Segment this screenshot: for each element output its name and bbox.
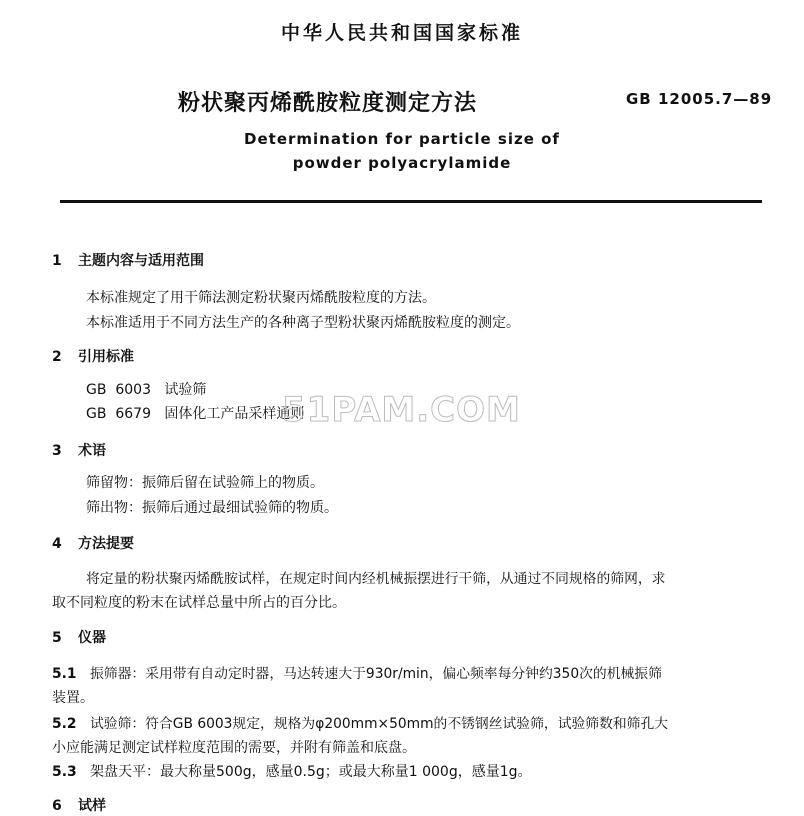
section-title: 引用标准 [78,349,134,365]
instrument-item-5-2 [52,712,668,732]
paragraph: 本标准规定了用干筛法测定粉状聚丙烯酰胺粒度的方法。 [86,290,436,306]
section-number: 1 [52,253,62,269]
document-title-english-line1: Determination for particle size of [244,130,560,148]
watermark-text: 51PAM.COM [282,390,521,430]
section-title: 主题内容与适用范围 [78,253,204,269]
section-title: 仪器 [78,630,106,646]
item-text-continued: 小应能满足测定试样粒度范围的需要，并附有筛盖和底盘。 [52,740,416,756]
reference-item: GB 6679 固体化工产品采样通则 [86,406,305,422]
section-4-heading [52,533,134,553]
paragraph: 筛出物：振筛后通过最细试验筛的物质。 [86,500,338,516]
paragraph: 将定量的粉状聚丙烯酰胺试样，在规定时间内经机械振摆进行干筛，从通过不同规格的筛网，求 [86,571,666,587]
instrument-item-5-3 [52,761,532,781]
reference-item: GB 6003 试验筛 [86,382,207,398]
section-2-heading [52,346,134,366]
title-divider [60,200,762,203]
item-text: 振筛器：采用带有自动定时器，马达转速大于930r/min，偏心频率每分钟约350次的机械振筛 [90,666,662,682]
paragraph: 筛留物：振筛后留在试验筛上的物质。 [86,475,324,491]
section-6-heading [52,795,106,815]
instrument-item-5-1 [52,662,662,682]
section-5-heading [52,627,106,647]
standard-org-heading: 中华人民共和国国家标准 [280,22,523,44]
item-text: 架盘天平：最大称量500g，感量0.5g；或最大称量1 000g，感量1g。 [90,764,532,780]
item-number: 5.3 [52,764,77,780]
paragraph: 取不同粒度的粉末在试样总量中所占的百分比。 [52,595,346,611]
section-title: 试样 [78,798,106,814]
section-number: 2 [52,349,62,365]
section-title: 术语 [78,443,106,459]
document-title-english-line2: powder polyacrylamide [292,154,512,172]
section-number: 6 [52,798,62,814]
section-number: 5 [52,630,62,646]
paragraph: 本标准适用于不同方法生产的各种离子型粉状聚丙烯酰胺粒度的测定。 [86,315,520,331]
section-number: 3 [52,443,62,459]
item-text-continued: 装置。 [52,690,94,706]
standard-code: GB 12005.7—89 [626,90,773,108]
item-number: 5.2 [52,716,77,732]
section-title: 方法提要 [78,536,134,552]
item-number: 5.1 [52,666,77,682]
section-1-heading [52,250,204,270]
document-title-chinese: 粉状聚丙烯酰胺粒度测定方法 [178,91,478,116]
section-3-heading [52,440,106,460]
section-number: 4 [52,536,62,552]
item-text: 试验筛：符合GB 6003规定，规格为φ200mm×50mm的不锈钢丝试验筛，试验筛数和筛孔大 [90,716,669,732]
